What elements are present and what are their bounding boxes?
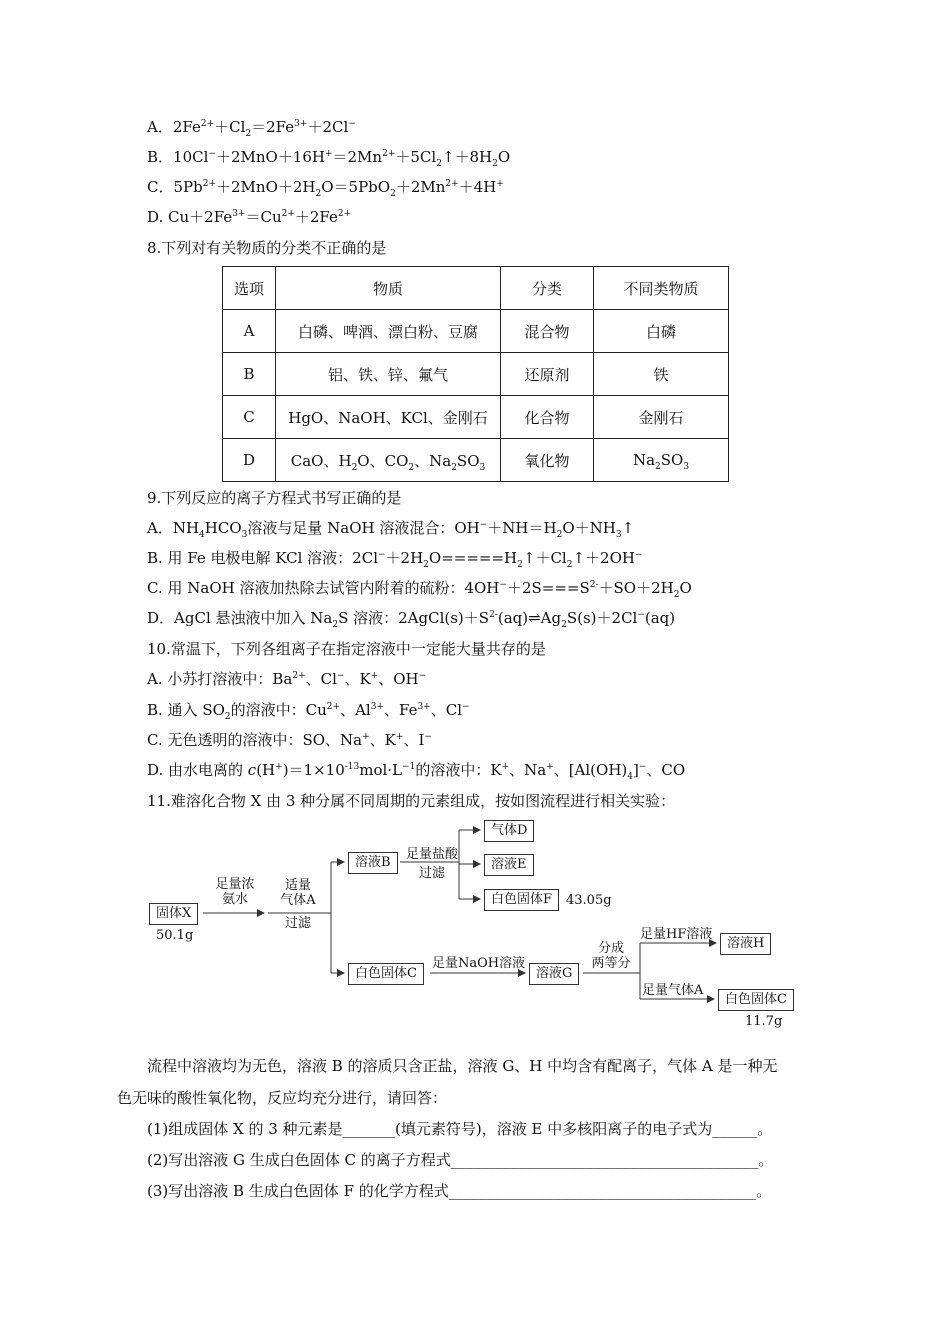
table-cell: 铝、铁、锌、氟气	[276, 353, 501, 396]
flow-mass-f: 43.05g	[566, 893, 612, 908]
table-header: 分类	[501, 267, 594, 310]
table-row	[223, 353, 729, 396]
table-cell: 白磷、啤酒、漂白粉、豆腐	[276, 310, 501, 353]
q11-subquestion-3: (3)写出溶液 B 生成白色固体 F 的化学方程式_________________________________________。	[147, 1182, 772, 1200]
q9-option-a: A．$NH_4HCO_3$溶液与足量 NaOH 溶液混合：$OH^-+NH=H_2O+NH_3↑$	[147, 519, 635, 540]
flow-mass-x: 50.1g	[156, 928, 194, 943]
flow-step2-filter: 过滤	[284, 916, 311, 931]
table-cell: D	[223, 439, 276, 482]
table-cell: B	[223, 353, 276, 396]
flow-step1: 足量浓 氨水	[215, 877, 255, 907]
table-cell: 还原剂	[501, 353, 594, 396]
q11-subquestion-1: (1)组成固体 X 的 3 种元素是_______(填元素符号)，溶液 E 中多核阳离子的电子式为______。	[147, 1120, 773, 1138]
table-cell: 金刚石	[594, 396, 729, 439]
q11-stem: 11.难溶化合物 X 由 3 种分属不同周期的元素组成，按如图流程进行相关实验：	[147, 792, 676, 810]
table-cell: CaO、$H_2O$、$CO_2$、$Na_2SO_3$	[276, 439, 501, 482]
q10-option-d: D. 由水电离的 $c(H^+)=1\times 10^{-13}mol\cdot L^{-1}$的溶液中：K+、Na+、$[Al(OH)_4]^-$、CO	[147, 761, 686, 782]
q7-option-a: A．$2Fe^{2+}+Cl_2=2Fe^{3+}+2Cl^-$	[147, 118, 356, 139]
flow-step4: 足量NaOH溶液	[432, 956, 526, 971]
table-cell: 混合物	[501, 310, 594, 353]
q9-stem: 9.下列反应的离子方程式书写正确的是	[147, 489, 402, 507]
table-header: 选项	[223, 267, 276, 310]
q9-option-d: D．AgCl 悬浊液中加入 $Na_2S$ 溶液：$2AgCl(s)+S^{2-}(aq)\rightleftharpoons Ag_2S(s)+2Cl^-(aq)$	[147, 609, 676, 630]
flow-step2: 适量 气体A	[280, 878, 316, 908]
table-cell: 白磷	[594, 310, 729, 353]
q9-option-c: C. 用 NaOH 溶液加热除去试管内附着的硫粉：$4OH^-+2S===S^{2-}+SO+2H_2O$	[147, 579, 692, 600]
flow-solution-g: 溶液G	[529, 963, 579, 985]
q10-option-b: B. 通入 $SO_2$的溶液中：$Cu^{2+}$、$Al^{3+}$、$Fe^{3+}$、Cl−	[147, 701, 470, 722]
table-header: 物质	[276, 267, 501, 310]
q11-subquestion-2: (2)写出溶液 G 生成白色固体 C 的离子方程式_________________________________________。	[147, 1151, 774, 1169]
q11-paragraph-2: 色无味的酸性氧化物，反应均充分进行，请回答：	[117, 1089, 448, 1107]
q11-paragraph-1: 流程中溶液均为无色，溶液 B 的溶质只含正盐，溶液 G、H 中均含有配离子，气体 A 是一种无	[147, 1057, 778, 1075]
table-cell: C	[223, 396, 276, 439]
flow-solid-f: 白色固体F	[484, 889, 559, 911]
q7-option-d: D. $Cu+2Fe^{3+}=Cu^{2+}+2Fe^{2+}$	[147, 208, 352, 226]
table-header: 不同类物质	[594, 267, 729, 310]
q10-stem: 10.常温下，下列各组离子在指定溶液中一定能大量共存的是	[147, 640, 546, 658]
table-cell: $Na_2SO_3$	[594, 439, 729, 482]
flow-solid-c2: 白色固体C	[718, 989, 794, 1011]
q10-option-c: C. 无色透明的溶液中：SO、Na+、K+、I−	[147, 731, 432, 749]
flow-solution-e: 溶液E	[484, 854, 534, 876]
table-row	[223, 439, 729, 482]
q8-classification-table	[222, 266, 729, 482]
flow-mass-c: 11.7g	[745, 1014, 783, 1029]
q8-stem: 8.下列对有关物质的分类不正确的是	[147, 239, 387, 257]
table-cell: 氧化物	[501, 439, 594, 482]
flow-solution-h: 溶液H	[720, 933, 771, 955]
table-cell: 铁	[594, 353, 729, 396]
flow-solid-x: 固体X	[149, 903, 198, 925]
flow-step3: 足量盐酸	[405, 847, 458, 862]
flow-step6: 足量HF溶液	[640, 927, 713, 942]
q9-option-b: B. 用 Fe 电极电解 KCl 溶液：$2Cl^-+2H_2O=====H_2↑+Cl_2↑+2OH^-$	[147, 549, 643, 570]
table-row	[223, 396, 729, 439]
q7-option-c: C．$5Pb^{2+}+2MnO+2H_2O=5PbO_2+2Mn^{2+}+4H^+$	[147, 178, 504, 199]
q7-option-b: B．$10Cl^-+2MnO+16H^+=2Mn^{2+}+5Cl_2↑+8H_2O$	[147, 148, 511, 169]
flow-solution-b: 溶液B	[348, 852, 398, 874]
flow-step5: 分成 两等分	[591, 941, 631, 971]
flow-step3-filter: 过滤	[418, 866, 445, 881]
table-cell: A	[223, 310, 276, 353]
q10-option-a: A. 小苏打溶液中：$Ba^{2+}$、Cl−、K+、OH−	[147, 670, 427, 688]
flow-step7: 足量气体A	[642, 983, 704, 998]
table-header-row	[223, 267, 729, 310]
flow-gas-d: 气体D	[484, 820, 534, 842]
table-cell: HgO、NaOH、KCl、金刚石	[276, 396, 501, 439]
table-cell: 化合物	[501, 396, 594, 439]
table-row	[223, 310, 729, 353]
flow-solid-c: 白色固体C	[348, 963, 424, 985]
equilibrium-arrow-icon: ⇌	[528, 609, 541, 627]
